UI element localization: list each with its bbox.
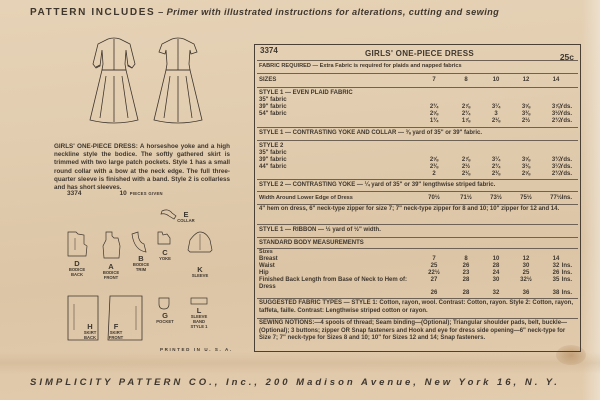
style2-label: STYLE 2 [259,143,284,149]
pattern-includes-header: PATTERN INCLUDES – Primer with illustrated instructions for alterations, cutting and sewing [30,7,500,18]
pattern-description: GIRLS' ONE-PIECE DRESS: A horseshoe yoke and a high neckline style the bodice. The softly gathered skirt is trimmed with two large patch pockets. Style 1 has a small round collar with a bow at the neck edge. The full three-quarter sleeve is finished with a band. Style 2 is collarless and has short sleeves. [54,143,230,192]
measurements-sizes-label: Sizes [259,249,273,255]
dress-style1-back-sketch-icon [86,36,142,128]
bodice-back-piece-icon [66,230,88,258]
dress-style2-back-sketch-icon [150,36,206,128]
sleeve-piece-icon [186,230,214,254]
pieces-given-line: 3374 10 PIECES GIVEN [67,190,163,197]
pocket-piece-icon [157,296,171,310]
bodice-front-piece-icon [100,230,122,260]
piece-a-bodice-front: A BODICE FRONT [102,262,120,280]
ribbon-note: STYLE 1 — RIBBON — ½ yard of ½" width. [259,227,381,233]
sewing-notions: SEWING NOTIONS:—4 spools of thread; Seam binding—(Optional); Triangular shoulder pads, belt, buckle—(Optional); 3 buttons; zipper OR Snap fasteners and Hook and eye for dress side opening—6" neck-type for Size 7; 7" neck-type for Sizes 8 and 10; 10" for Sizes 12 and 14; Snap fasteners. [259,320,568,342]
chart-title: GIRLS' ONE-PIECE DRESS [365,49,474,58]
suggested-fabric-types: SUGGESTED FABRIC TYPES — STYLE 1: Cotton, rayon, wool. Contrast: Cotton, rayon. Style 2: Cotton, rayon, taffeta, faille. Contrast: Lengthwise striped cotton or rayon. [259,300,574,314]
paper-crease [0,352,600,374]
price-label: 25c [559,52,574,62]
piece-h-skirt-back: H SKIRT BACK [83,322,97,340]
piece-l-sleeve-band: L SLEEVE BAND STYLE 1 [190,306,208,329]
worn-edge [582,0,600,400]
style2-contrast-note: STYLE 2 — CONTRASTING YOKE — ¼ yard of 35" or 39" lengthwise striped fabric. [259,182,496,188]
yoke-piece-icon [156,230,172,246]
fabric-chart-box: 3374 GIRLS' ONE-PIECE DRESS 25c FABRIC REQUIRED — Extra Fabric is required for plaids and napped fabrics SIZES 7 8 10 12 14 STYLE 1 — EVEN PLAID FABRIC 35" fabric 39" fabric 2¾ 2⅞ 3¼ 3⅝ 3⅞ Yds. 54" fabric 2⅝ 2¾ 3 3⅜ 3½ Yds. 1¾ 1⅞ 2⅛ 2½ 2¾ Yds. STYLE 1 — CONTRASTING YOKE AND COLLAR — ⅜ yard of 35" or 39" fabric. STYLE 2 35" fabric 39" fabric 2⅝ 2⅞ 3¼ 3⅝ 3¾ Yds. 44" fabric 2⅜ 2½ 2¾ 3⅛ 3¼ Yds. 2 2⅛ 2⅜ 2⅝ 2¾ Yds. STYLE 2 — CONTRASTING YOKE — ¼ yard of 35" or 39" lengthwise striped fabric. Width Around Lower Edge of Dress 70½ 71½ 73½ 75½ 77½ Ins. 4" hem on dress, 6" neck-type zipper for size 7; 7" neck-type zipper for 8 and 10; 10" zipper for 12 and 14. STYLE 1 — RIBBON — ½ yard of ½" width. STANDARD BODY MEASUREMENTS Sizes Breast 7 8 10 12 14 Waist 25 26 28 30 32 Ins. Hip 22½ 23 24 25 26 Ins. Finished Back Length from Base of Neck to Hem of: 27 28 30 32½ 35 Ins. Dress 26 28 32 36 38 Ins. SUGGESTED FABRIC TYPES — STYLE 1: Cotton, rayon, wool. Contrast: Cotton, rayon. Style 2: Cotton, rayon, taffeta, faille. Contrast: Lengthwise striped cotton or rayon. SEWING NOTIONS:—4 spools of thread; Seam binding—(Optional); Triangular shoulder pads, belt, buckle—(Optional); 3 buttons; zipper OR Snap fasteners and Hook and eye for dress side opening—6" neck-type for Size 7; 7" neck-type for Sizes 8 and 10; 10" for Sizes 12 and 14; Snap fasteners. [254,44,581,352]
piece-f-skirt-front: F SKIRT FRONT [108,322,124,340]
printed-in-usa: PRINTED IN U. S. A. [160,347,233,352]
sleeve-band-piece-icon [190,297,208,306]
style1-contrast-note: STYLE 1 — CONTRASTING YOKE AND COLLAR — ⅜ yard of 35" or 39" fabric. [259,130,483,136]
piece-g-pocket: G POCKET [156,311,174,324]
bodice-trim-piece-icon [130,230,148,254]
fabric-required-note: FABRIC REQUIRED — Extra Fabric is required for plaids and napped fabrics [259,63,462,69]
style1-label: STYLE 1 — EVEN PLAID FABRIC [259,90,353,96]
measurements-label: STANDARD BODY MEASUREMENTS [259,240,364,246]
piece-e-collar: E COLLAR [177,210,195,223]
publisher-footer: SIMPLICITY PATTERN CO., Inc., 200 Madison Avenue, New York 16, N. Y. [30,377,560,388]
piece-b-bodice-trim: B BODICE TRIM [132,254,150,272]
piece-k-sleeve: K SLEEVE [191,265,209,278]
piece-c-yoke: C YOKE [159,248,171,261]
piece-d-bodice-back: D BODICE BACK [68,259,86,277]
hem-zipper-note: 4" hem on dress, 6" neck-type zipper for size 7; 7" neck-type zipper for 8 and 10; 10" zipper for 12 and 14. [259,206,560,212]
